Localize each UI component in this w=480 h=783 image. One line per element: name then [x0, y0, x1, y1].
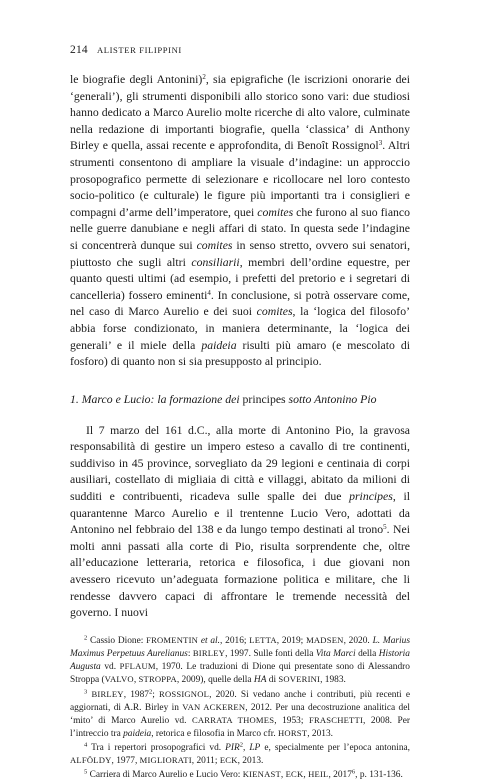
body-paragraph-1: le biografie degli Antonini)$^2$, sia epigrafiche (le iscrizioni onorarie dei ‘generali’), gli strumenti disponibili allo storico sono vari: due studiosi hanno dedicato a Marco Aurelio molte ricerche di alto valore, culminate nella redazione di importanti biografie, quella ‘classica’ di Anthony Birley e quella, assai recente e approfondita, di Benoît Rossignol$^3$. Altri strumenti consentono di ampliare la visuale d’indagine: un approccio prosopografico permette di selezionare e ricollocare nel loro contesto socio-politico (e culturale) le figure più importanti tra i consiglieri e compagni d’arme dell’imperatore, quei comites che furono al suo fianco nelle guerre danubiane e negli affari di stato. In questa sede l’indagine si concentrerà dunque sui comites in senso stretto, ovvero sui senatori, piuttosto che sugli altri consiliarii, membri dell’ordine equestre, per quanto questi ultimi (ad esempio, i prefetti del pretorio e i segretari di cancelleria) fossero eminenti$^4$. In conclusione, si potrà osservare come, nel caso di Marco Aurelio e dei suoi comites, la ‘logica del filosofo’ abbia forse condizionato, in maniera determinante, la ‘logica dei generali’ e il miele della paideia risulti più amaro (e mescolato di fosforo) di quanto non si sia presupposto al principio. [70, 73, 411, 369]
book-page [70, 44, 410, 783]
running-head-author: ALISTER FILIPPINI [96, 45, 182, 55]
footnote-ref-5[interactable]: 5 [383, 523, 387, 532]
section-heading: 1. Marco e Lucio: la formazione dei principes sotto Antonino Pio [70, 392, 377, 406]
footnote-ref-4[interactable]: 4 [207, 288, 211, 297]
page-number: 214 [70, 44, 88, 56]
body-paragraph-2: Il 7 marzo del 161 d.C., alla morte di Antonino Pio, la gravosa responsabilità di gestire un impero esteso a cavallo di tre continenti, suddiviso in 45 province, sorvegliato da 29 legioni e centinaia di corpi ausiliari, costellato di migliaia di città e villaggi, abitato da milioni di sudditi e contribuenti, ricadeva sulle spalle dei due principes, il quarantenne Marco Aurelio e il trentenne Lucio Vero, adottati da Antonino nel febbraio del 138 e da lungo tempo destinati al trono$^5$. Nei molti anni passati alla corte di Pio, risulta sorprendente che, oltre all’educazione letteraria, retorica e filosofica, i due giovani non avessero ricevuto un’adeguata formazione politica e militare, che li rendesse davvero capaci di affrontare le tremende necessità del governo. I nuovi [70, 423, 411, 620]
running-header [70, 44, 410, 56]
footnote-ref-3[interactable]: 3 [378, 139, 383, 148]
footnote-ref-2[interactable]: 2 [202, 73, 206, 81]
footnote-2: $^2$ Cassio Dione: FROMENTIN et al., 2016; LETTA, 2019; MADSEN, 2020. L. Marius Maximus Perpetuus Aurelianus: BIRLEY, 1997. Sulle fonti della Vita Marci della Historia Augusta vd. PFLAUM, 1970. Le traduzioni di Dione qui presentate sono di Alessandro Stroppa (VALVO, STROPPA, 2009), quelle della HA di SOVERINI, 1983. [70, 634, 410, 686]
footnote-4: $^4$ Tra i repertori prosopografici vd. PIR$^2$, LP e, specialmente per l’epoca antonina, ALFÖLDY, 1977, MIGLIORATI, 2011; ECK, 2013. [70, 741, 411, 767]
footnote-3: $^3$ BIRLEY, 1987$^2$; ROSSIGNOL, 2020. Si vedano anche i contributi, più recenti e aggiornati, di A.R. Birley in VAN ACKEREN, 2012. Per una decostruzione analitica del ‘mito’ di Marco Aurelio vd. CARRATA THOMES, 1953; FRASCHETTI, 2008. Per l’intreccio tra paideia, retorica e filosofia in Marco cfr. HORST, 2013. [70, 688, 411, 740]
footnotes [70, 634, 410, 782]
footnote-5: $^5$ Carriera di Marco Aurelio e Lucio Vero: KIENAST, ECK, HEIL, 2017$^6$, p. 131-136. [84, 768, 403, 781]
